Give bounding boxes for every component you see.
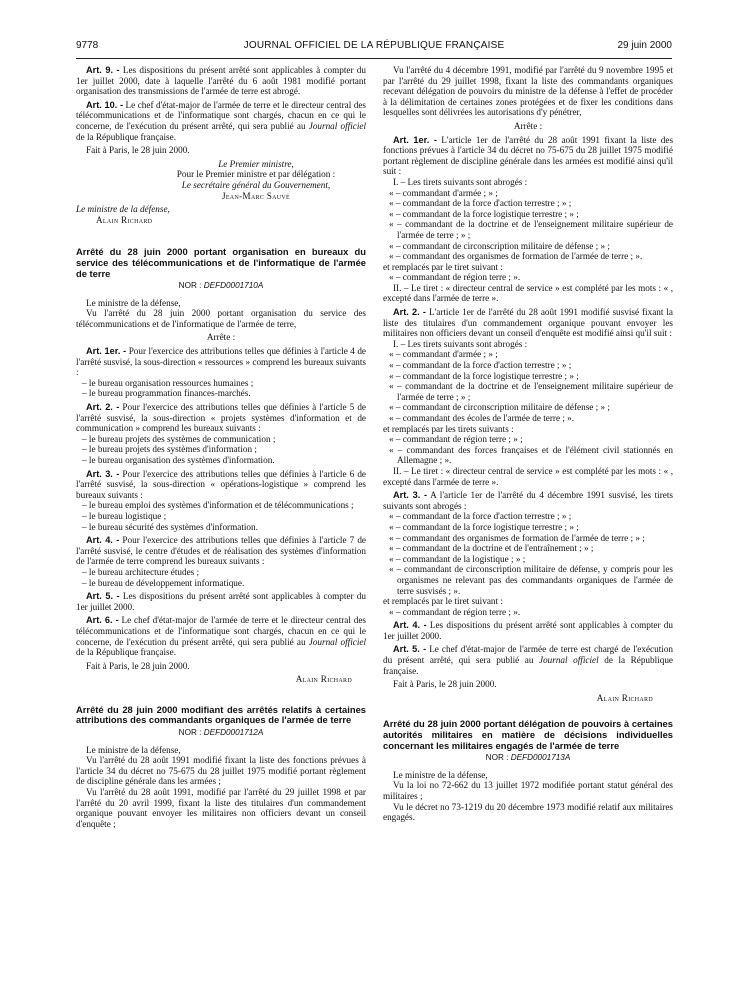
list-item: « – commandant des organismes de formation de l'armée de terre ; » ; [389, 532, 645, 543]
list-item: – le bureau organisation des systèmes d'information. [82, 455, 275, 465]
signature-sg-title: Le secrétaire général du Gouvernement, [181, 179, 331, 190]
decree-2-nor: NOR : DEFD0001712A [178, 728, 264, 738]
decree-1-article-4: Art. 4. - Pour l'exercice des attributions telles que définies à l'article 7 de l'arrêté susvisé, le centre d'études et de réalisation des systèmes d'information de l'armée de terre comprend les bureaux suivants : [76, 535, 367, 567]
decree-2-vu-2: Vu l'arrêté du 28 août 1991, modifié par l'arrêté du 29 juillet 1998 et par l'arrêté du 20 avril 1999, fixant la liste des titulaires d'un commandement organique pouvant envoyer les militaires non officiers devant un conseil d'enquête ; [76, 787, 366, 829]
list-item: « – commandant de la logistique ; » ; [389, 553, 526, 564]
decree-3-title: Arrêté du 28 juin 2000 portant délégation de pouvoirs à certaines autorités militaires en matière de décisions individuelles concernant les militaires engagés de l'armée de terre [383, 718, 673, 751]
decree-2-article-2: Art. 2. - L'article 1er de l'arrêté du 28 août 1991 modifié susvisé fixant la liste des titulaires d'un commandement organique pouvant envoyer les militaires non officiers devant un conseil d'enquête est modifié ainsi qu'il suit : [383, 307, 674, 339]
replacement-intro: et remplacés par le tiret suivant : [383, 261, 503, 272]
decree-2-minister: Le ministre de la défense, [86, 744, 181, 755]
list-item: « – commandant de la force logistique terrestre ; » ; [389, 208, 579, 219]
signature-minister-title: Le ministre de la défense, [76, 204, 170, 215]
decree-2-place-date: Fait à Paris, le 28 juin 2000. [393, 679, 497, 690]
list-item: – le bureau projets des systèmes de communication ; [82, 433, 276, 444]
journal-title: JOURNAL OFFICIEL DE LA RÉPUBLIQUE FRANÇAISE [243, 40, 505, 51]
list-item: – le bureau architecture études ; [82, 566, 200, 577]
list-item: « – commandant de région terre ; ». [389, 606, 521, 617]
list-item: – le bureau programmation finances-marchés. [82, 388, 251, 399]
decree-1-minister: Le ministre de la défense, [86, 297, 181, 308]
list-item: « – commandant de la force d'action terrestre ; » ; [389, 198, 572, 209]
decree-2-signature: Alain Richard [596, 692, 653, 703]
decree-1-article-6: Art. 6. - Le chef d'état-major de l'armée de terre et le directeur central des télécommunications et de l'informatique sont chargés, chacun en ce qui le concerne, de l'exécution du présent arrêté, qui sera publié au Journal officiel de la République française. [76, 615, 367, 658]
signature-pm: Le Premier ministre, [218, 158, 294, 169]
list-item: « – commandant de la force d'action terrestre ; » ; [389, 511, 572, 522]
list-item: – le bureau logistique ; [82, 510, 167, 521]
list-item: « – commandant d'armée ; » ; [389, 349, 498, 360]
decree-1-signature: Alain Richard [295, 674, 352, 685]
list-item: « – commandant de la force d'action terrestre ; » ; [389, 360, 572, 371]
list-item: « – commandant d'armée ; » ; [389, 187, 498, 198]
article-2-section-2: II. – Le tiret : « directeur central de service » est complété par les mots : « , excepté dans l'armée de terre ». [383, 465, 673, 487]
signature-place-date: Fait à Paris, le 28 juin 2000. [86, 145, 190, 156]
decree-2-vu-3: Vu l'arrêté du 4 décembre 1991, modifié par l'arrêté du 9 novembre 1995 et par l'arrêté du 29 juillet 1998, fixant la liste des commandants organiques recevant délégation de pouvoirs du ministre de la défense à l'effet de procéder à la délimitation de certaines zones protégées et de fixer les conditions dans lesquelles sont délivrées les autorisations d'y pénétrer, [383, 65, 673, 118]
decree-1-article-3: Art. 3. - Pour l'exercice des attributions telles que définies à l'article 6 de l'arrêté susvisé, la sous-direction « opérations-logistique » comprend les bureaux suivants : [76, 468, 367, 500]
decree-1-arrete: Arrête : [206, 332, 236, 343]
list-item: « – commandant de la doctrine et de l'enseignement militaire supérieur de l'armée de terre ; » ; [389, 381, 673, 402]
decree-3-nor: NOR : DEFD0001713A [485, 753, 571, 763]
list-item: « – commandant de la force logistique terrestre ; » ; [389, 370, 579, 381]
decree-1-article-2: Art. 2. - Pour l'exercice des attributions telles que définies à l'article 5 de l'arrêté susvisé, la sous-direction « projets systèmes d'information et de communication » comprend les bureaux suivants : [76, 402, 367, 434]
decree-3-vu-2: Vu le décret no 73-1219 du 20 décembre 1973 modifié relatif aux militaires engagés. [383, 801, 673, 823]
signature-sg-name: Jean-Marc Sauvé [221, 190, 291, 201]
signature-minister-name: Alain Richard [96, 214, 153, 225]
decree-2-article-4: Art. 4. - Les dispositions du présent arrêté sont applicables à compter du 1er juillet 2000. [383, 620, 673, 641]
decree-1-place-date: Fait à Paris, le 28 juin 2000. [86, 660, 190, 671]
list-item: – le bureau de développement informatique. [82, 577, 245, 588]
decree-2-title: Arrêté du 28 juin 2000 modifiant des arrêtés relatifs à certaines attributions des commandants organiques de l'armée de terre [76, 703, 366, 726]
list-item: « – commandant de circonscription militaire de défense ; » ; [389, 240, 610, 251]
page-header [76, 40, 672, 56]
decree-2-article-5: Art. 5. - Le chef d'état-major de l'armée de terre est chargé de l'exécution du présent arrêté, qui sera publié au Journal officiel de la République française. [383, 644, 674, 676]
list-item: « – commandant de circonscription militaire de défense ; » ; [389, 402, 610, 413]
article-1-section-2: II. – Le tiret : « directeur central de service » est complété par les mots : « , excepté dans l'armée de terre ». [383, 282, 673, 304]
list-item: « – commandant de région terre ; » ; [389, 434, 523, 445]
decree-1-article-5: Art. 5. - Les dispositions du présent arrêté sont applicables à compter du 1er juillet 2000. [76, 591, 366, 612]
list-item: – le bureau projets des systèmes d'information ; [82, 444, 257, 455]
list-item: – le bureau sécurité des systèmes d'information. [82, 521, 258, 532]
decree-1-title: Arrêté du 28 juin 2000 portant organisation en bureaux du service des télécommunications et de l'informatique de l'armée de terre [76, 246, 366, 279]
list-item: – le bureau organisation ressources humaines ; [82, 377, 254, 388]
issue-date: 29 juin 2000 [617, 40, 672, 51]
article-2-section-1: I. – Les tirets suivants sont abrogés : [393, 338, 528, 349]
decree-1-vu: Vu l'arrêté du 28 juin 2000 portant organisation du service des télécommunications et de l'informatique de l'armée de terre, [76, 308, 366, 329]
list-item: « – commandant des écoles de l'armée de terre ; ». [389, 413, 575, 423]
list-item: – le bureau emploi des systèmes d'information et de télécommunications ; [82, 500, 354, 511]
list-item: « – commandant des forces françaises et de l'élément civil stationnés en Allemagne ; ». [389, 444, 673, 466]
list-item: « – commandant de la doctrine et de l'entraînement ; » ; [389, 543, 594, 554]
decree-1-nor: NOR : DEFD0001710A [178, 281, 264, 291]
header-rule [76, 58, 672, 59]
list-item: « – commandant de circonscription militaire de défense, y compris pour les organismes ne relevant pas des commandants organiques de l'armée de terre susvisés ; ». [389, 564, 673, 596]
decree-3-minister: Le ministre de la défense, [393, 769, 488, 780]
replacement-intro: et remplacés par les tirets suivants : [383, 423, 514, 434]
left-column [76, 65, 366, 829]
article-9: Art. 9. - Les dispositions du présent arrêté sont applicables à compter du 1er juillet 2000, date à laquelle l'arrêté du 6 août 1981 modifié portant organisation des transmissions de l'armée de terre est abrogé. [76, 65, 366, 97]
decree-2-vu-1: Vu l'arrêté du 28 août 1991 modifié fixant la liste des fonctions prévues à l'article 34 du décret no 75-675 du 28 juillet 1975 modifié portant règlement de discipline générale dans les armées ; [76, 755, 366, 787]
decree-2-article-3: Art. 3. - A l'article 1er de l'arrêté du 4 décembre 1991 susvisé, les tirets suivants sont abrogés : [383, 490, 673, 511]
list-item: « – commandant de la force logistique terrestre ; » ; [389, 521, 579, 532]
decree-3-vu-1: Vu la loi no 72-662 du 13 juillet 1972 modifiée portant statut général des militaires ; [383, 780, 673, 801]
page-number: 9778 [76, 40, 99, 51]
decree-2-article-1: Art. 1er. - L'article 1er de l'arrêté du 28 août 1991 fixant la liste des fonctions prévues à l'article 34 du décret no 75-675 du 28 juillet 1975 modifié portant règlement de discipline générale dans les armées est modifié ainsi qu'il suit : [383, 134, 674, 177]
article-10: Art. 10. - Le chef d'état-major de l'armée de terre et le directeur central des télécommunications et de l'informatique sont chargés, chacun en ce qui le concerne, de l'exécution du présent arrêté, qui sera publié au Journal officiel de la République française. [76, 99, 367, 142]
article-1-section-1: I. – Les tirets suivants sont abrogés : [393, 176, 528, 187]
signature-delegation: Pour le Premier ministre et par délégation : [176, 169, 336, 180]
list-item: « – commandant de région terre ; ». [389, 272, 521, 283]
right-column [383, 65, 673, 823]
list-item: « – commandant de la doctrine et de l'enseignement militaire supérieur de l'armée de terre ; » ; [389, 219, 673, 240]
decree-2-arrete: Arrête : [513, 120, 543, 131]
decree-1-article-1: Art. 1er. - Pour l'exercice des attributions telles que définies à l'article 4 de l'arrêté susvisé, la sous-direction « ressources » comprend les bureaux suivants : [76, 346, 367, 378]
list-item: « – commandant des organismes de formation de l'armée de terre ; ». [389, 251, 643, 262]
replacement-intro: et remplacés par le tiret suivant : [383, 596, 503, 607]
